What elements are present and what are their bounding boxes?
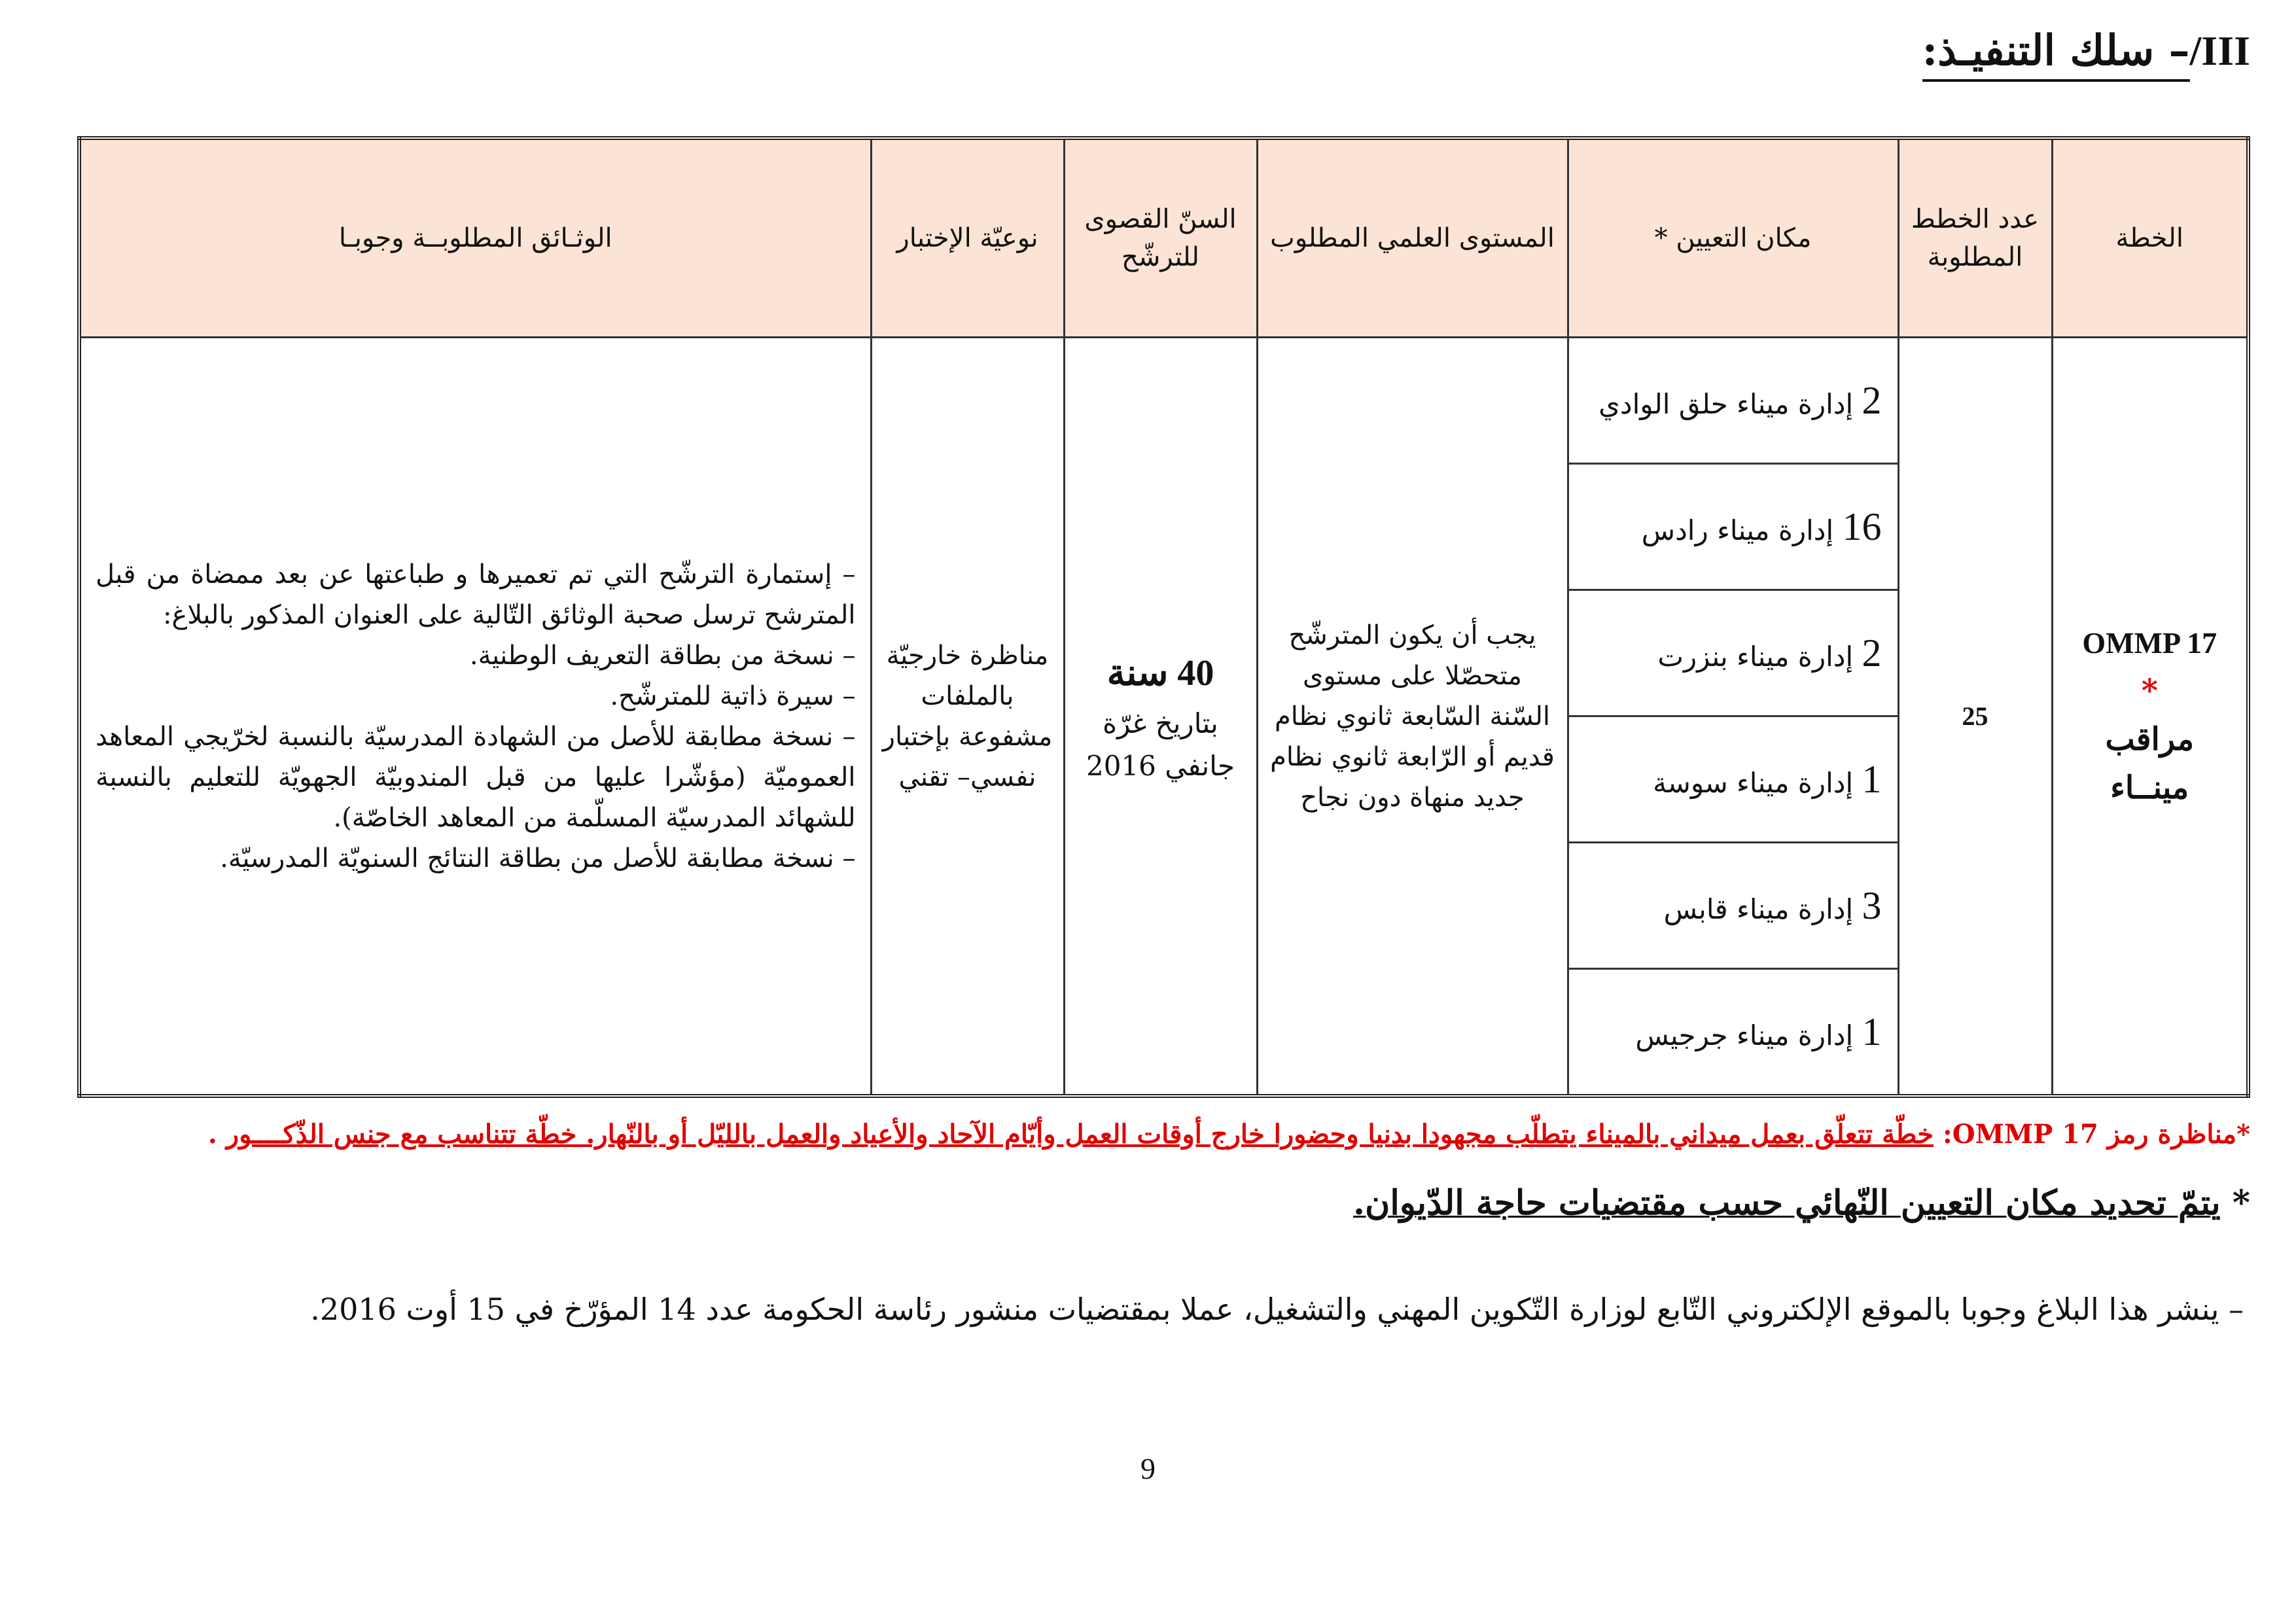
- cell-level: يجب أن يكون المترشّح متحصّلا على مستوى السّنة السّابعة ثانوي نظام قديم أو الرّابعة ثانوي نظام جديد منهاة دون نجاح: [1257, 338, 1568, 1097]
- placement-note-star: *: [2220, 1183, 2250, 1223]
- header-plan: الخطة: [2052, 138, 2248, 338]
- doc-item: – نسخة من بطاقة التعريف الوطنية.: [469, 640, 856, 671]
- place-count: 1: [1862, 1010, 1882, 1053]
- list-item: [1569, 716, 1898, 843]
- place-count: 2: [1862, 378, 1882, 422]
- header-age: السنّ القصوى للترشّح: [1064, 138, 1257, 338]
- place-name: إدارة ميناء جرجيس: [1635, 1019, 1854, 1051]
- cell-age: [1064, 338, 1257, 1097]
- header-place: مكان التعيين *: [1568, 138, 1898, 338]
- section-roman: III/: [2189, 27, 2250, 74]
- list-item: [1569, 590, 1898, 716]
- table-header-row: [79, 138, 2248, 338]
- header-docs: الوثـائق المطلوبــة وجوبـا: [79, 138, 871, 338]
- cell-plan: [2052, 338, 2248, 1097]
- section-title-text: – سلك التنفيـذ:: [1922, 26, 2190, 82]
- positions-table: [77, 136, 2250, 1098]
- ommp-note: [39, 1115, 2250, 1154]
- header-level: المستوى العلمي المطلوب: [1257, 138, 1568, 338]
- doc-item: – إستمارة الترشّح التي تم تعميرها و طباعتها عن بعد ممضاة من قبل المترشح ترسل صحبة الوثائق التّالية على العنوان المذكور بالبلاغ:: [96, 559, 856, 630]
- place-name: إدارة ميناء بنزرت: [1657, 640, 1854, 673]
- doc-item: – نسخة مطابقة للأصل من الشهادة المدرسيّة بالنسبة لخرّيجي المعاهد العموميّة (مؤشّرا عليها من قبل المندوبيّة الجهويّة للتعليم بالنسبة للشهائد المدرسيّة المسلّمة من المعاهد الخاصّة).: [96, 721, 856, 833]
- header-count: عدد الخطط المطلوبة: [1898, 138, 2052, 338]
- place-count: 2: [1862, 631, 1882, 675]
- placement-note: [1353, 1183, 2250, 1223]
- ommp-note-text: خطّة تتعلّق بعمل ميداني بالميناء يتطلّب مجهودا بدنيا وحضورا خارج أوقات العمل وأيّام الآحاد والأعياد والعمل بالليّل أو بالنّهار. خطّة تتناسب مع جنس الذّكــــور: [226, 1119, 1934, 1150]
- header-test: نوعيّة الإختبار: [871, 138, 1064, 338]
- list-item: [1569, 969, 1898, 1095]
- doc-item: – سيرة ذاتية للمترشّح.: [610, 680, 856, 711]
- cell-test: مناظرة خارجيّة بالملفات مشفوعة بإختبار نفسي– تقني: [871, 338, 1064, 1097]
- age-date: بتاريخ غرّة جانفي 2016: [1086, 707, 1235, 782]
- place-name: إدارة ميناء سوسة: [1653, 766, 1854, 799]
- page-number: 9: [1140, 1452, 1156, 1485]
- place-list: [1569, 338, 1898, 1094]
- placement-note-text: يتمّ تحديد مكان التعيين النّهائي حسب مقتضيات حاجة الدّيوان.: [1353, 1183, 2221, 1223]
- place-name: إدارة ميناء رادس: [1641, 514, 1834, 546]
- cell-docs: [79, 338, 871, 1097]
- plan-code: OMMP 17: [2082, 626, 2217, 660]
- max-age: 40 سنة: [1106, 653, 1214, 694]
- list-item: [1569, 464, 1898, 590]
- place-name: إدارة ميناء قابس: [1663, 892, 1854, 925]
- section-title: [1922, 26, 2250, 82]
- plan-star: *: [2141, 672, 2158, 709]
- publish-note: – ينشر هذا البلاغ وجوبا بالموقع الإلكتروني التّابع لوزارة التّكوين المهني والتشغيل، عملا بمقتضيات منشور رئاسة الحكومة عدد 14 المؤرّخ في 15 أوت 2016.: [310, 1292, 2244, 1327]
- plan-name: مراقب مينــاء: [2105, 720, 2195, 807]
- table-row: [79, 338, 2248, 1097]
- place-count: 16: [1842, 504, 1882, 548]
- place-count: 3: [1862, 883, 1882, 927]
- place-count: 1: [1862, 757, 1882, 801]
- ommp-note-prefix: *مناظرة رمز OMMP 17:: [1943, 1119, 2250, 1150]
- place-name: إدارة ميناء حلق الوادي: [1598, 387, 1854, 420]
- list-item: [1569, 843, 1898, 969]
- ommp-note-end: .: [207, 1119, 226, 1150]
- cell-place: [1568, 338, 1898, 1097]
- list-item: [1569, 338, 1898, 464]
- cell-count: 25: [1898, 338, 2052, 1097]
- doc-item: – نسخة مطابقة للأصل من بطاقة النتائج السنويّة المدرسيّة.: [220, 843, 856, 873]
